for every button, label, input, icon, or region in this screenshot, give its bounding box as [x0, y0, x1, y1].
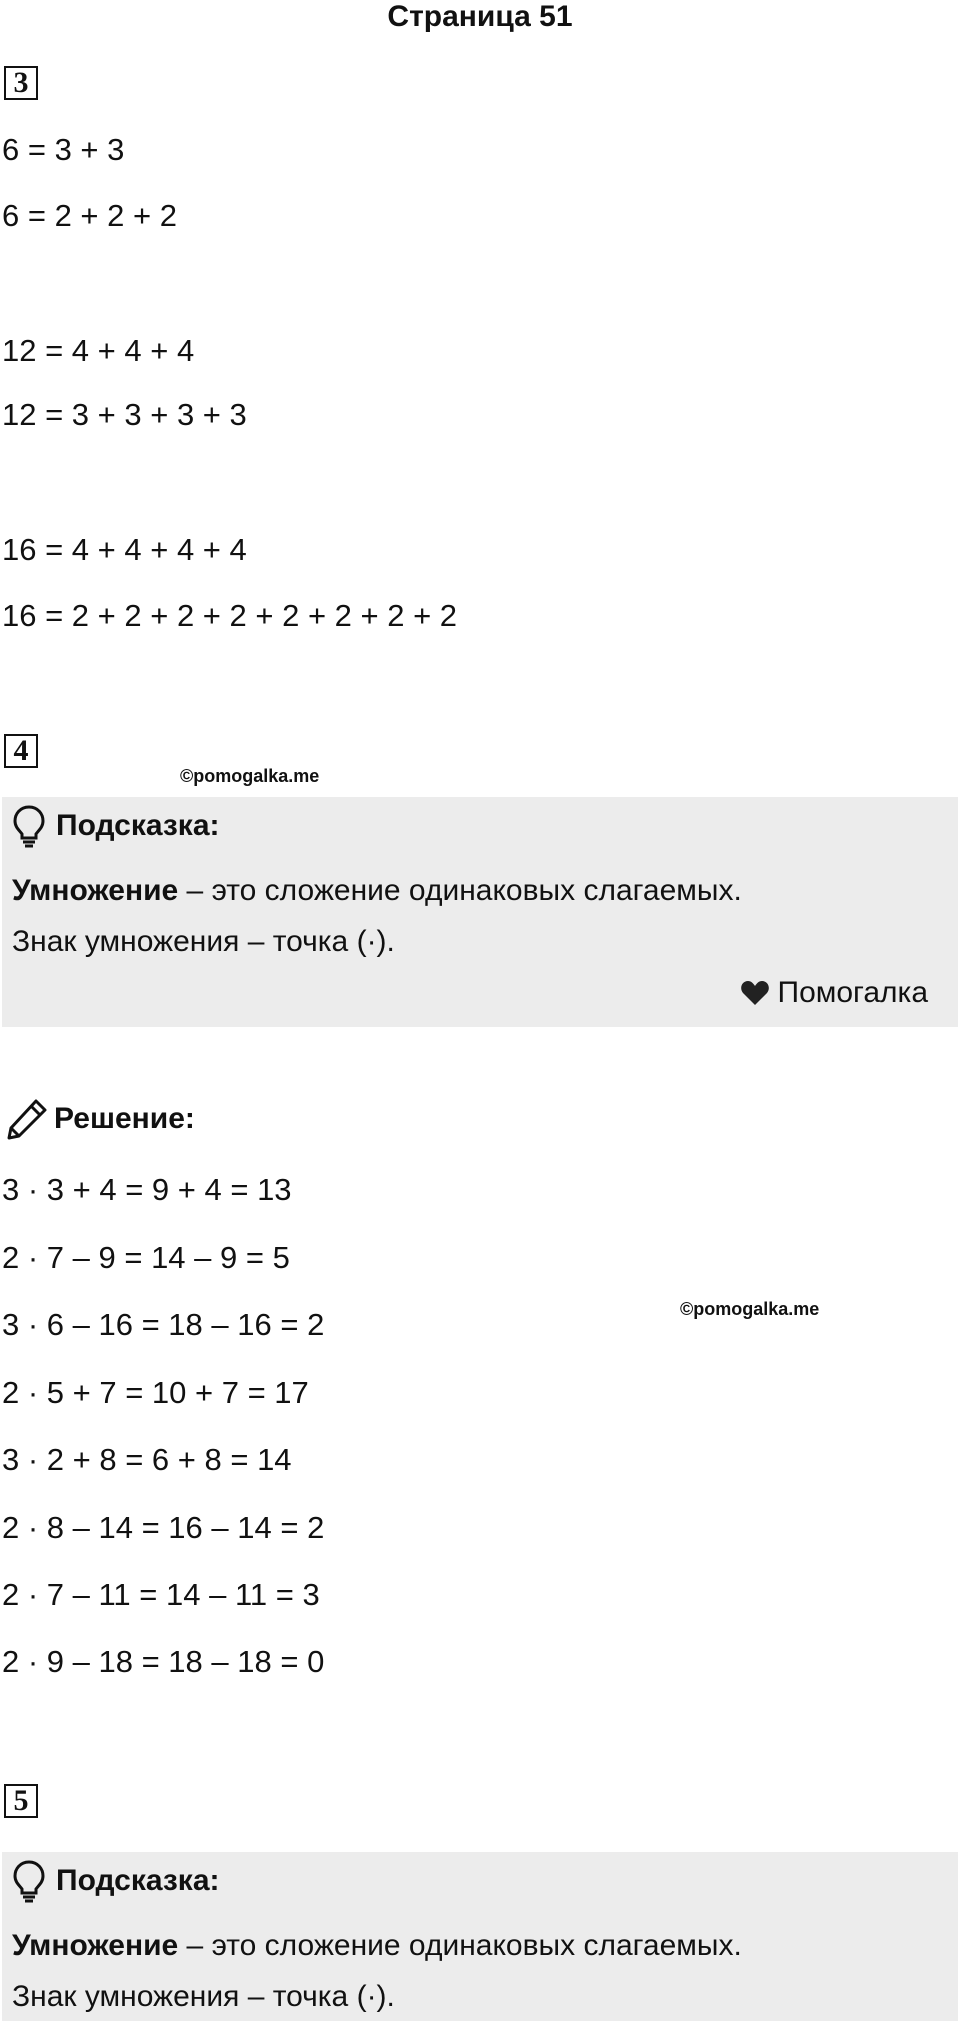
hint-title: Подсказка:: [56, 1864, 220, 1897]
brand-name: Помогалка: [777, 976, 928, 1009]
page-title: Страница 51: [387, 0, 573, 33]
hint-term: Умножение: [12, 874, 179, 907]
hint-box: [2, 797, 958, 1027]
hint-box: [2, 1852, 958, 2021]
hint-header: [12, 803, 220, 849]
heart-icon: [740, 980, 770, 1006]
watermark: ©pomogalka.me: [680, 1299, 820, 1319]
lightbulb-icon: [12, 804, 46, 848]
lightbulb-icon: [12, 1859, 46, 1903]
pencil-icon: [6, 1098, 48, 1140]
task3-equation-4: 12 = 3 + 3 + 3 + 3: [2, 397, 247, 432]
solution-line-6: 2 · 8 – 14 = 16 – 14 = 2: [2, 1510, 325, 1545]
hint-sign-line: Знак умножения – точка (·).: [12, 1980, 395, 2013]
hint-definition-text: – это сложение одинаковых слагаемых.: [178, 874, 742, 907]
task3-equation-2: 6 = 2 + 2 + 2: [2, 198, 177, 233]
solution-title: Решение:: [54, 1102, 195, 1135]
solution-line-5: 3 · 2 + 8 = 6 + 8 = 14: [2, 1442, 292, 1477]
brand-label: [740, 975, 929, 1011]
task-number-4: 4: [4, 734, 38, 768]
solution-line-3: 3 · 6 – 16 = 18 – 16 = 2: [2, 1307, 325, 1342]
solution-line-4: 2 · 5 + 7 = 10 + 7 = 17: [2, 1375, 309, 1410]
task3-equation-6: 16 = 2 + 2 + 2 + 2 + 2 + 2 + 2 + 2: [2, 598, 458, 633]
hint-definition: [12, 873, 742, 909]
hint-term: Умножение: [12, 1929, 179, 1962]
task-number-5: 5: [4, 1784, 38, 1818]
hint-header: [12, 1858, 220, 1904]
task3-equation-5: 16 = 4 + 4 + 4 + 4: [2, 532, 247, 567]
hint-title: Подсказка:: [56, 809, 220, 842]
solution-line-2: 2 · 7 – 9 = 14 – 9 = 5: [2, 1240, 290, 1275]
task-number-3: 3: [4, 66, 38, 100]
watermark: ©pomogalka.me: [180, 766, 320, 786]
task3-equation-3: 12 = 4 + 4 + 4: [2, 333, 195, 368]
solution-line-8: 2 · 9 – 18 = 18 – 18 = 0: [2, 1644, 325, 1679]
hint-sign-line: Знак умножения – точка (·).: [12, 925, 395, 958]
hint-definition-text: – это сложение одинаковых слагаемых.: [178, 1929, 742, 1962]
solution-header: [6, 1098, 195, 1140]
task3-equation-1: 6 = 3 + 3: [2, 132, 125, 167]
hint-definition: [12, 1928, 742, 1964]
solution-line-1: 3 · 3 + 4 = 9 + 4 = 13: [2, 1172, 292, 1207]
solution-line-7: 2 · 7 – 11 = 14 – 11 = 3: [2, 1577, 320, 1612]
